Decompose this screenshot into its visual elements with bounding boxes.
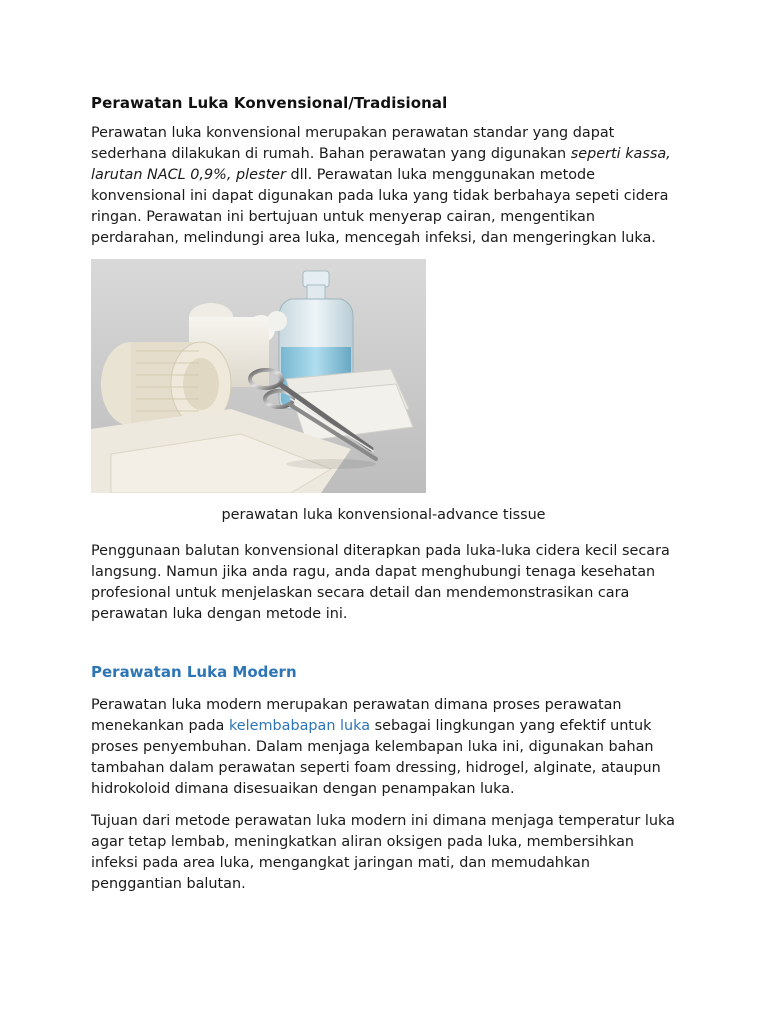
paragraph-italic-materials: seperti kassa, larutan NACL 0,9%, plester	[91, 146, 671, 183]
paragraph-modern-intro	[91, 695, 681, 800]
section-heading-conventional: Perawatan Luka Konvensional/Tradisional	[91, 94, 448, 112]
medical-supplies-photo	[91, 259, 426, 493]
paragraph-conventional-usage: Penggunaan balutan konvensional diterapkan pada luka-luka cidera kecil secara langsung. Namun jika anda ragu, anda dapat menghubungi tenaga kesehatan profesional untuk menjelaskan secara detail dan mendemonstrasikan cara perawatan luka dengan metode ini.	[91, 543, 670, 622]
paragraph-text: dll. Perawatan luka menggunakan metode konvensional ini dapat digunakan pada luka yang tidak berbahaya sepeti cidera ringan. Perawatan ini bertujuan untuk menyerap cairan, mengentikan perdarahan, melindungi area luka, mencegah infeksi, dan mengeringkan luka.	[91, 167, 669, 246]
paragraph-text: Perawatan luka modern merupakan perawatan dimana proses perawatan menekankan pada	[91, 697, 622, 734]
image-caption: perawatan luka konvensional-advance tissue	[221, 507, 546, 523]
paragraph-text: sebagai lingkungan yang efektif untuk proses penyembuhan. Dalam menjaga kelembapan luka ini, digunakan bahan tambahan dalam perawatan seperti foam dressing, hidrogel, alginate, ataupun hidrokoloid dimana disesuaikan dengan penampakan luka.	[91, 718, 661, 797]
section-heading-modern: Perawatan Luka Modern	[91, 663, 297, 681]
paragraph-text: Perawatan luka konvensional merupakan perawatan standar yang dapat sederhana dilakukan di rumah. Bahan perawatan yang digunakan	[91, 125, 615, 162]
paragraph-modern-goals: Tujuan dari metode perawatan luka modern ini dimana menjaga temperatur luka agar tetap lembab, meningkatkan aliran oksigen pada luka, membersihkan infeksi pada area luka, mengangkat jaringan mati, dan memudahkan penggantian balutan.	[91, 813, 675, 892]
link-kelembabapan-luka[interactable]: kelembabapan luka	[228, 718, 371, 734]
paragraph-conventional-intro	[91, 123, 681, 249]
